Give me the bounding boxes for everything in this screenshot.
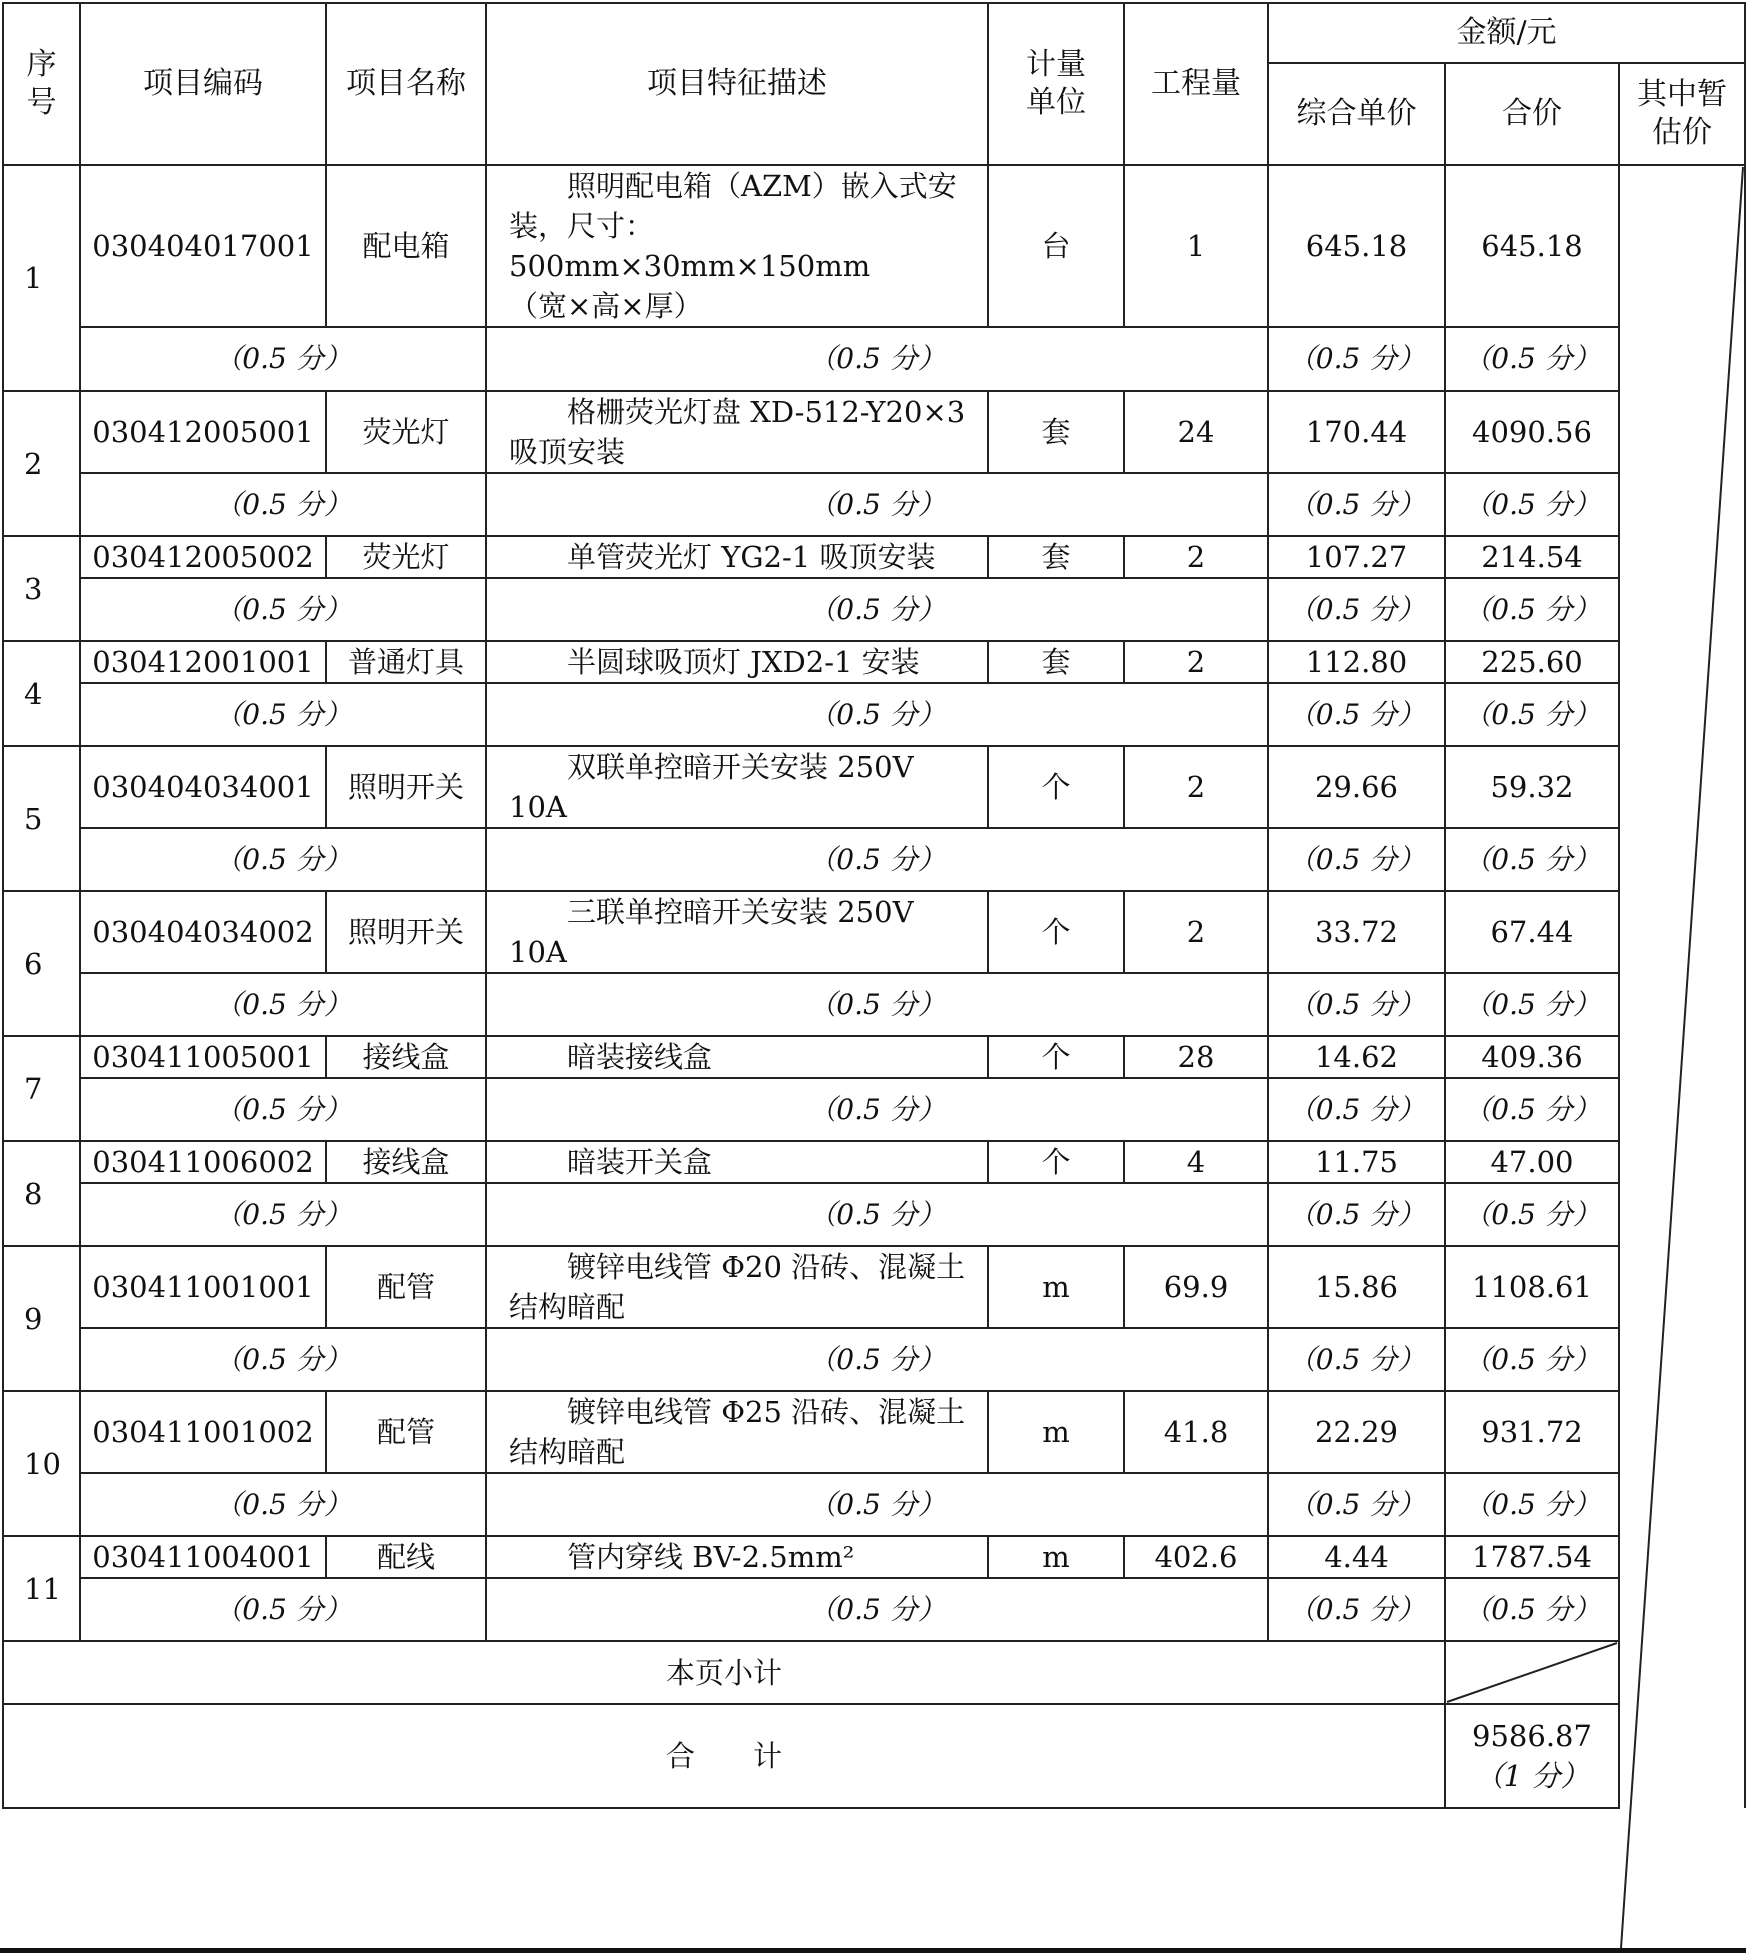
header-total: 合价	[1445, 63, 1619, 165]
score-unit-price: （0.5 分）	[1268, 1328, 1445, 1391]
score-total: （0.5 分）	[1445, 1473, 1619, 1536]
score-code: （0.5 分）	[80, 473, 486, 536]
row-desc	[486, 1536, 988, 1578]
row-qty: 28	[1124, 1036, 1268, 1078]
score-code: （0.5 分）	[80, 1328, 486, 1391]
row-unit: 个	[988, 1036, 1124, 1078]
row-unit: m	[988, 1536, 1124, 1578]
score-total: （0.5 分）	[1445, 1328, 1619, 1391]
grand-total-value	[1445, 1704, 1619, 1808]
grand-total-label: 合 计	[3, 1704, 1445, 1808]
score-unit-price: （0.5 分）	[1268, 1183, 1445, 1246]
header-name: 项目名称	[326, 3, 486, 165]
header-code: 项目编码	[80, 3, 326, 165]
score-unit-price: （0.5 分）	[1268, 327, 1445, 391]
row-desc	[486, 165, 988, 327]
row-qty: 24	[1124, 391, 1268, 473]
row-desc	[486, 641, 988, 683]
row-code: 030411005001	[80, 1036, 326, 1078]
score-desc: （0.5 分）	[486, 683, 1268, 746]
row-total: 47.00	[1445, 1141, 1619, 1183]
header-row-1	[3, 3, 1745, 63]
row-total: 225.60	[1445, 641, 1619, 683]
score-row	[3, 973, 1745, 1036]
score-unit-price: （0.5 分）	[1268, 1078, 1445, 1141]
score-unit-price: （0.5 分）	[1268, 1473, 1445, 1536]
row-unit: 台	[988, 165, 1124, 327]
row-seq: 7	[3, 1036, 80, 1141]
row-seq: 8	[3, 1141, 80, 1246]
row-code: 030404034002	[80, 891, 326, 973]
row-name: 配管	[326, 1391, 486, 1473]
row-desc-line: 单管荧光灯 YG2-1 吸顶安装	[567, 540, 936, 574]
score-desc: （0.5 分）	[486, 1183, 1268, 1246]
row-seq: 3	[3, 536, 80, 641]
row-name: 接线盒	[326, 1036, 486, 1078]
score-code: （0.5 分）	[80, 1078, 486, 1141]
row-name: 配线	[326, 1536, 486, 1578]
row-desc-line: （宽×高×厚）	[509, 289, 703, 323]
table-row	[3, 1036, 1745, 1078]
row-name: 接线盒	[326, 1141, 486, 1183]
row-seq: 11	[3, 1536, 80, 1641]
grand-total-score: （1 分）	[1474, 1759, 1590, 1793]
table-body	[3, 3, 1745, 1808]
score-row	[3, 1183, 1745, 1246]
row-unit-price: 11.75	[1268, 1141, 1445, 1183]
score-code: （0.5 分）	[80, 1183, 486, 1246]
row-desc-line: 10A	[509, 935, 567, 969]
score-total: （0.5 分）	[1445, 473, 1619, 536]
score-desc: （0.5 分）	[486, 578, 1268, 641]
row-total: 409.36	[1445, 1036, 1619, 1078]
provisional-blank-cell	[1619, 165, 1745, 1808]
row-name: 荧光灯	[326, 536, 486, 578]
score-total: （0.5 分）	[1445, 1183, 1619, 1246]
row-desc-line: 暗装开关盒	[567, 1145, 713, 1179]
row-qty: 2	[1124, 536, 1268, 578]
row-desc-line: 镀锌电线管 Φ25 沿砖、混凝土	[567, 1395, 966, 1429]
row-unit: 个	[988, 746, 1124, 828]
row-desc-line: 双联单控暗开关安装 250V	[567, 750, 914, 784]
header-unit: 计量 单位	[988, 3, 1124, 165]
row-desc-line: 10A	[509, 790, 567, 824]
score-total: （0.5 分）	[1445, 327, 1619, 391]
row-desc-line: 暗装接线盒	[567, 1040, 713, 1074]
row-desc-line: 吸顶安装	[509, 435, 626, 469]
row-total: 1108.61	[1445, 1246, 1619, 1328]
table-row	[3, 1391, 1745, 1473]
score-total: （0.5 分）	[1445, 1578, 1619, 1641]
score-desc: （0.5 分）	[486, 1578, 1268, 1641]
row-seq: 9	[3, 1246, 80, 1391]
row-total: 67.44	[1445, 891, 1619, 973]
row-name: 配管	[326, 1246, 486, 1328]
score-unit-price: （0.5 分）	[1268, 683, 1445, 746]
score-code: （0.5 分）	[80, 683, 486, 746]
row-qty: 2	[1124, 746, 1268, 828]
row-seq: 1	[3, 165, 80, 391]
row-code: 030412001001	[80, 641, 326, 683]
table-row	[3, 536, 1745, 578]
header-provisional: 其中暂 估价	[1619, 63, 1745, 165]
row-code: 030411001002	[80, 1391, 326, 1473]
row-desc-line: 装，尺寸：500mm×30mm×150mm	[509, 209, 871, 283]
row-unit: m	[988, 1246, 1124, 1328]
row-seq: 4	[3, 641, 80, 746]
row-desc	[486, 391, 988, 473]
row-code: 030411006002	[80, 1141, 326, 1183]
row-unit-price: 4.44	[1268, 1536, 1445, 1578]
row-name: 荧光灯	[326, 391, 486, 473]
row-desc	[486, 891, 988, 973]
row-unit-price: 645.18	[1268, 165, 1445, 327]
score-desc: （0.5 分）	[486, 473, 1268, 536]
row-desc-line: 三联单控暗开关安装 250V	[567, 895, 914, 929]
score-desc: （0.5 分）	[486, 1473, 1268, 1536]
score-row	[3, 828, 1745, 891]
score-code: （0.5 分）	[80, 828, 486, 891]
row-unit: 套	[988, 641, 1124, 683]
score-row	[3, 1578, 1745, 1641]
row-unit-price: 107.27	[1268, 536, 1445, 578]
row-code: 030411001001	[80, 1246, 326, 1328]
row-desc	[486, 536, 988, 578]
score-row	[3, 1473, 1745, 1536]
score-total: （0.5 分）	[1445, 578, 1619, 641]
bottom-border-rule	[0, 1948, 1746, 1953]
row-desc-line: 结构暗配	[509, 1290, 626, 1324]
table-row	[3, 391, 1745, 473]
row-seq: 5	[3, 746, 80, 891]
row-code: 030411004001	[80, 1536, 326, 1578]
row-unit: 套	[988, 391, 1124, 473]
header-seq: 序 号	[3, 3, 80, 165]
row-unit-price: 14.62	[1268, 1036, 1445, 1078]
score-desc: （0.5 分）	[486, 327, 1268, 391]
row-desc-line: 格栅荧光灯盘 XD-512-Y20×3	[567, 395, 966, 429]
score-desc: （0.5 分）	[486, 828, 1268, 891]
table-row	[3, 746, 1745, 828]
table-row	[3, 1141, 1745, 1183]
row-desc	[486, 1036, 988, 1078]
row-unit-price: 33.72	[1268, 891, 1445, 973]
score-row	[3, 1328, 1745, 1391]
score-row	[3, 683, 1745, 746]
row-unit: 个	[988, 1141, 1124, 1183]
score-total: （0.5 分）	[1445, 1078, 1619, 1141]
row-unit: 个	[988, 891, 1124, 973]
row-unit-price: 112.80	[1268, 641, 1445, 683]
row-desc-line: 半圆球吸顶灯 JXD2-1 安装	[567, 645, 920, 679]
row-total: 931.72	[1445, 1391, 1619, 1473]
row-desc-line: 照明配电箱（AZM）嵌入式安	[567, 169, 957, 203]
row-total: 214.54	[1445, 536, 1619, 578]
row-name: 照明开关	[326, 891, 486, 973]
score-unit-price: （0.5 分）	[1268, 1578, 1445, 1641]
score-row	[3, 327, 1745, 391]
row-desc-line: 管内穿线 BV-2.5mm²	[567, 1540, 855, 1574]
score-desc: （0.5 分）	[486, 1078, 1268, 1141]
header-amount: 金额/元	[1268, 3, 1745, 63]
row-unit-price: 22.29	[1268, 1391, 1445, 1473]
table-row	[3, 641, 1745, 683]
subtotal-value-cell	[1445, 1641, 1619, 1704]
subtotal-row	[3, 1641, 1745, 1704]
score-desc: （0.5 分）	[486, 973, 1268, 1036]
header-unit-price: 综合单价	[1268, 63, 1445, 165]
score-row	[3, 578, 1745, 641]
row-total: 645.18	[1445, 165, 1619, 327]
row-desc	[486, 1141, 988, 1183]
table-row	[3, 891, 1745, 973]
row-code: 030412005001	[80, 391, 326, 473]
row-qty: 402.6	[1124, 1536, 1268, 1578]
row-code: 030404017001	[80, 165, 326, 327]
row-unit-price: 15.86	[1268, 1246, 1445, 1328]
score-unit-price: （0.5 分）	[1268, 578, 1445, 641]
table-row	[3, 165, 1745, 327]
row-desc	[486, 1246, 988, 1328]
row-total: 1787.54	[1445, 1536, 1619, 1578]
table-row	[3, 1246, 1745, 1328]
row-seq: 6	[3, 891, 80, 1036]
row-seq: 2	[3, 391, 80, 536]
row-unit-price: 29.66	[1268, 746, 1445, 828]
row-unit: m	[988, 1391, 1124, 1473]
score-total: （0.5 分）	[1445, 828, 1619, 891]
row-code: 030404034001	[80, 746, 326, 828]
score-row	[3, 1078, 1745, 1141]
bill-of-quantities-table	[2, 2, 1746, 1809]
score-code: （0.5 分）	[80, 1578, 486, 1641]
score-code: （0.5 分）	[80, 973, 486, 1036]
row-qty: 1	[1124, 165, 1268, 327]
grand-total-amount: 9586.87	[1472, 1719, 1592, 1753]
row-code: 030412005002	[80, 536, 326, 578]
row-name: 普通灯具	[326, 641, 486, 683]
row-qty: 4	[1124, 1141, 1268, 1183]
score-unit-price: （0.5 分）	[1268, 973, 1445, 1036]
score-row	[3, 473, 1745, 536]
subtotal-label: 本页小计	[3, 1641, 1445, 1704]
score-unit-price: （0.5 分）	[1268, 473, 1445, 536]
row-qty: 41.8	[1124, 1391, 1268, 1473]
score-code: （0.5 分）	[80, 578, 486, 641]
row-name: 照明开关	[326, 746, 486, 828]
row-total: 59.32	[1445, 746, 1619, 828]
score-total: （0.5 分）	[1445, 683, 1619, 746]
row-desc	[486, 1391, 988, 1473]
row-qty: 69.9	[1124, 1246, 1268, 1328]
table-row	[3, 1536, 1745, 1578]
row-name: 配电箱	[326, 165, 486, 327]
row-qty: 2	[1124, 641, 1268, 683]
row-qty: 2	[1124, 891, 1268, 973]
score-unit-price: （0.5 分）	[1268, 828, 1445, 891]
score-total: （0.5 分）	[1445, 973, 1619, 1036]
score-desc: （0.5 分）	[486, 1328, 1268, 1391]
score-code: （0.5 分）	[80, 327, 486, 391]
row-desc-line: 结构暗配	[509, 1435, 626, 1469]
score-code: （0.5 分）	[80, 1473, 486, 1536]
row-unit-price: 170.44	[1268, 391, 1445, 473]
row-seq: 10	[3, 1391, 80, 1536]
row-total: 4090.56	[1445, 391, 1619, 473]
header-qty: 工程量	[1124, 3, 1268, 165]
row-unit: 套	[988, 536, 1124, 578]
grand-total-row	[3, 1704, 1745, 1808]
row-desc-line: 镀锌电线管 Φ20 沿砖、混凝土	[567, 1250, 966, 1284]
header-desc: 项目特征描述	[486, 3, 988, 165]
row-desc	[486, 746, 988, 828]
